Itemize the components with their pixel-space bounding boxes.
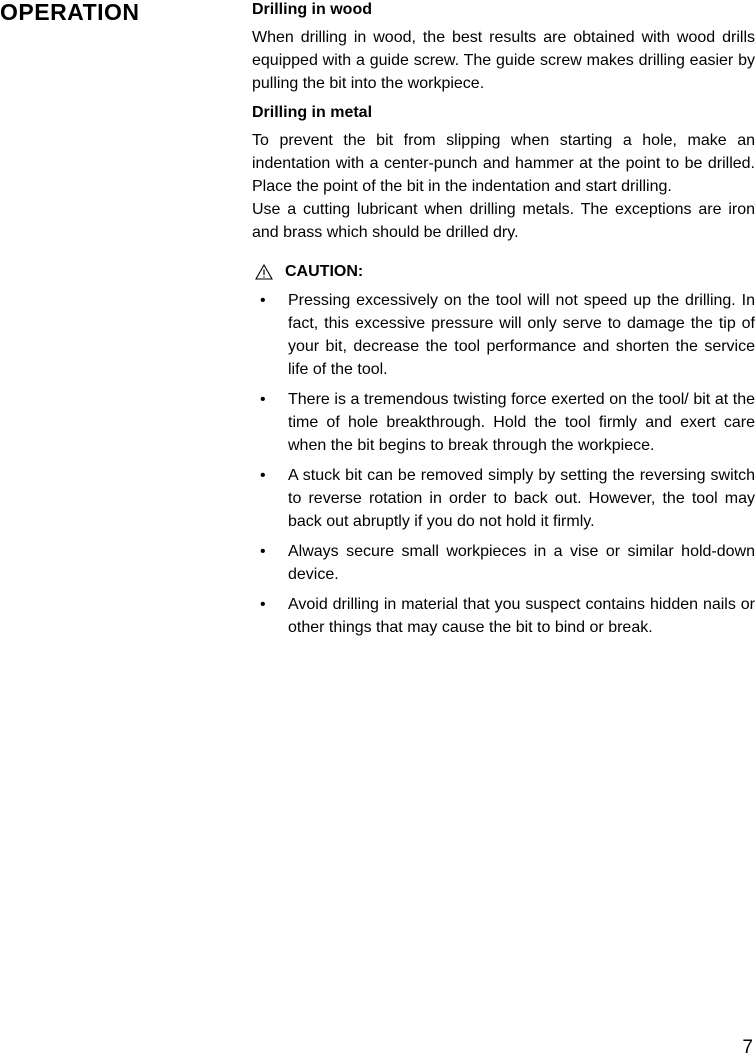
bullet-icon: • — [260, 543, 266, 560]
caution-item-1 — [252, 289, 755, 381]
bullet-icon: • — [260, 391, 266, 408]
caution-item-text: Pressing excessively on the tool will not speed up the drilling. In fact, this excessive pressure will only serve to damage the tip of your bit, decrease the tool performance and shorten the service life of the tool. — [288, 292, 755, 378]
caution-item-4 — [252, 540, 755, 586]
bullet-icon: • — [260, 292, 266, 309]
caution-item-text: Avoid drilling in material that you suspect contains hidden nails or other things that may cause the bit to bind or break. — [288, 596, 755, 636]
lubricant-paragraph: Use a cutting lubricant when drilling metals. The exceptions are iron and brass which should be drilled dry. — [252, 201, 755, 241]
caution-list — [252, 289, 755, 639]
metal-paragraph: To prevent the bit from slipping when starting a hole, make an indentation with a center-punch and hammer at the point to be drilled. Place the point of the bit in the indentation and start drilling. — [252, 132, 755, 195]
caution-item-text: A stuck bit can be removed simply by setting the reversing switch to reverse rotation in order to back out. However, the tool may back out abruptly if you do not hold it firmly. — [288, 467, 755, 530]
warning-triangle-icon — [255, 264, 273, 280]
caution-item-text: Always secure small workpieces in a vise or similar hold-down device. — [288, 543, 755, 583]
section-label: OPERATION — [0, 0, 140, 25]
bullet-icon: • — [260, 467, 266, 484]
bullet-icon: • — [260, 596, 266, 613]
page-number: 7 — [742, 1037, 753, 1058]
caution-item-text: There is a tremendous twisting force exerted on the tool/ bit at the time of hole breakthrough. Hold the tool firmly and exert care when the bit begins to break through the workpiece. — [288, 391, 755, 454]
wood-paragraph: When drilling in wood, the best results are obtained with wood drills equipped with a guide screw. The guide screw makes drilling easier by pulling the bit into the workpiece. — [252, 29, 755, 92]
content-column — [252, 0, 755, 646]
caution-item-5 — [252, 593, 755, 639]
metal-heading: Drilling in metal — [252, 104, 373, 121]
caution-heading — [252, 262, 755, 282]
caution-item-2 — [252, 388, 755, 457]
wood-heading: Drilling in wood — [252, 1, 372, 18]
caution-label: CAUTION: — [285, 263, 364, 280]
caution-item-3 — [252, 464, 755, 533]
